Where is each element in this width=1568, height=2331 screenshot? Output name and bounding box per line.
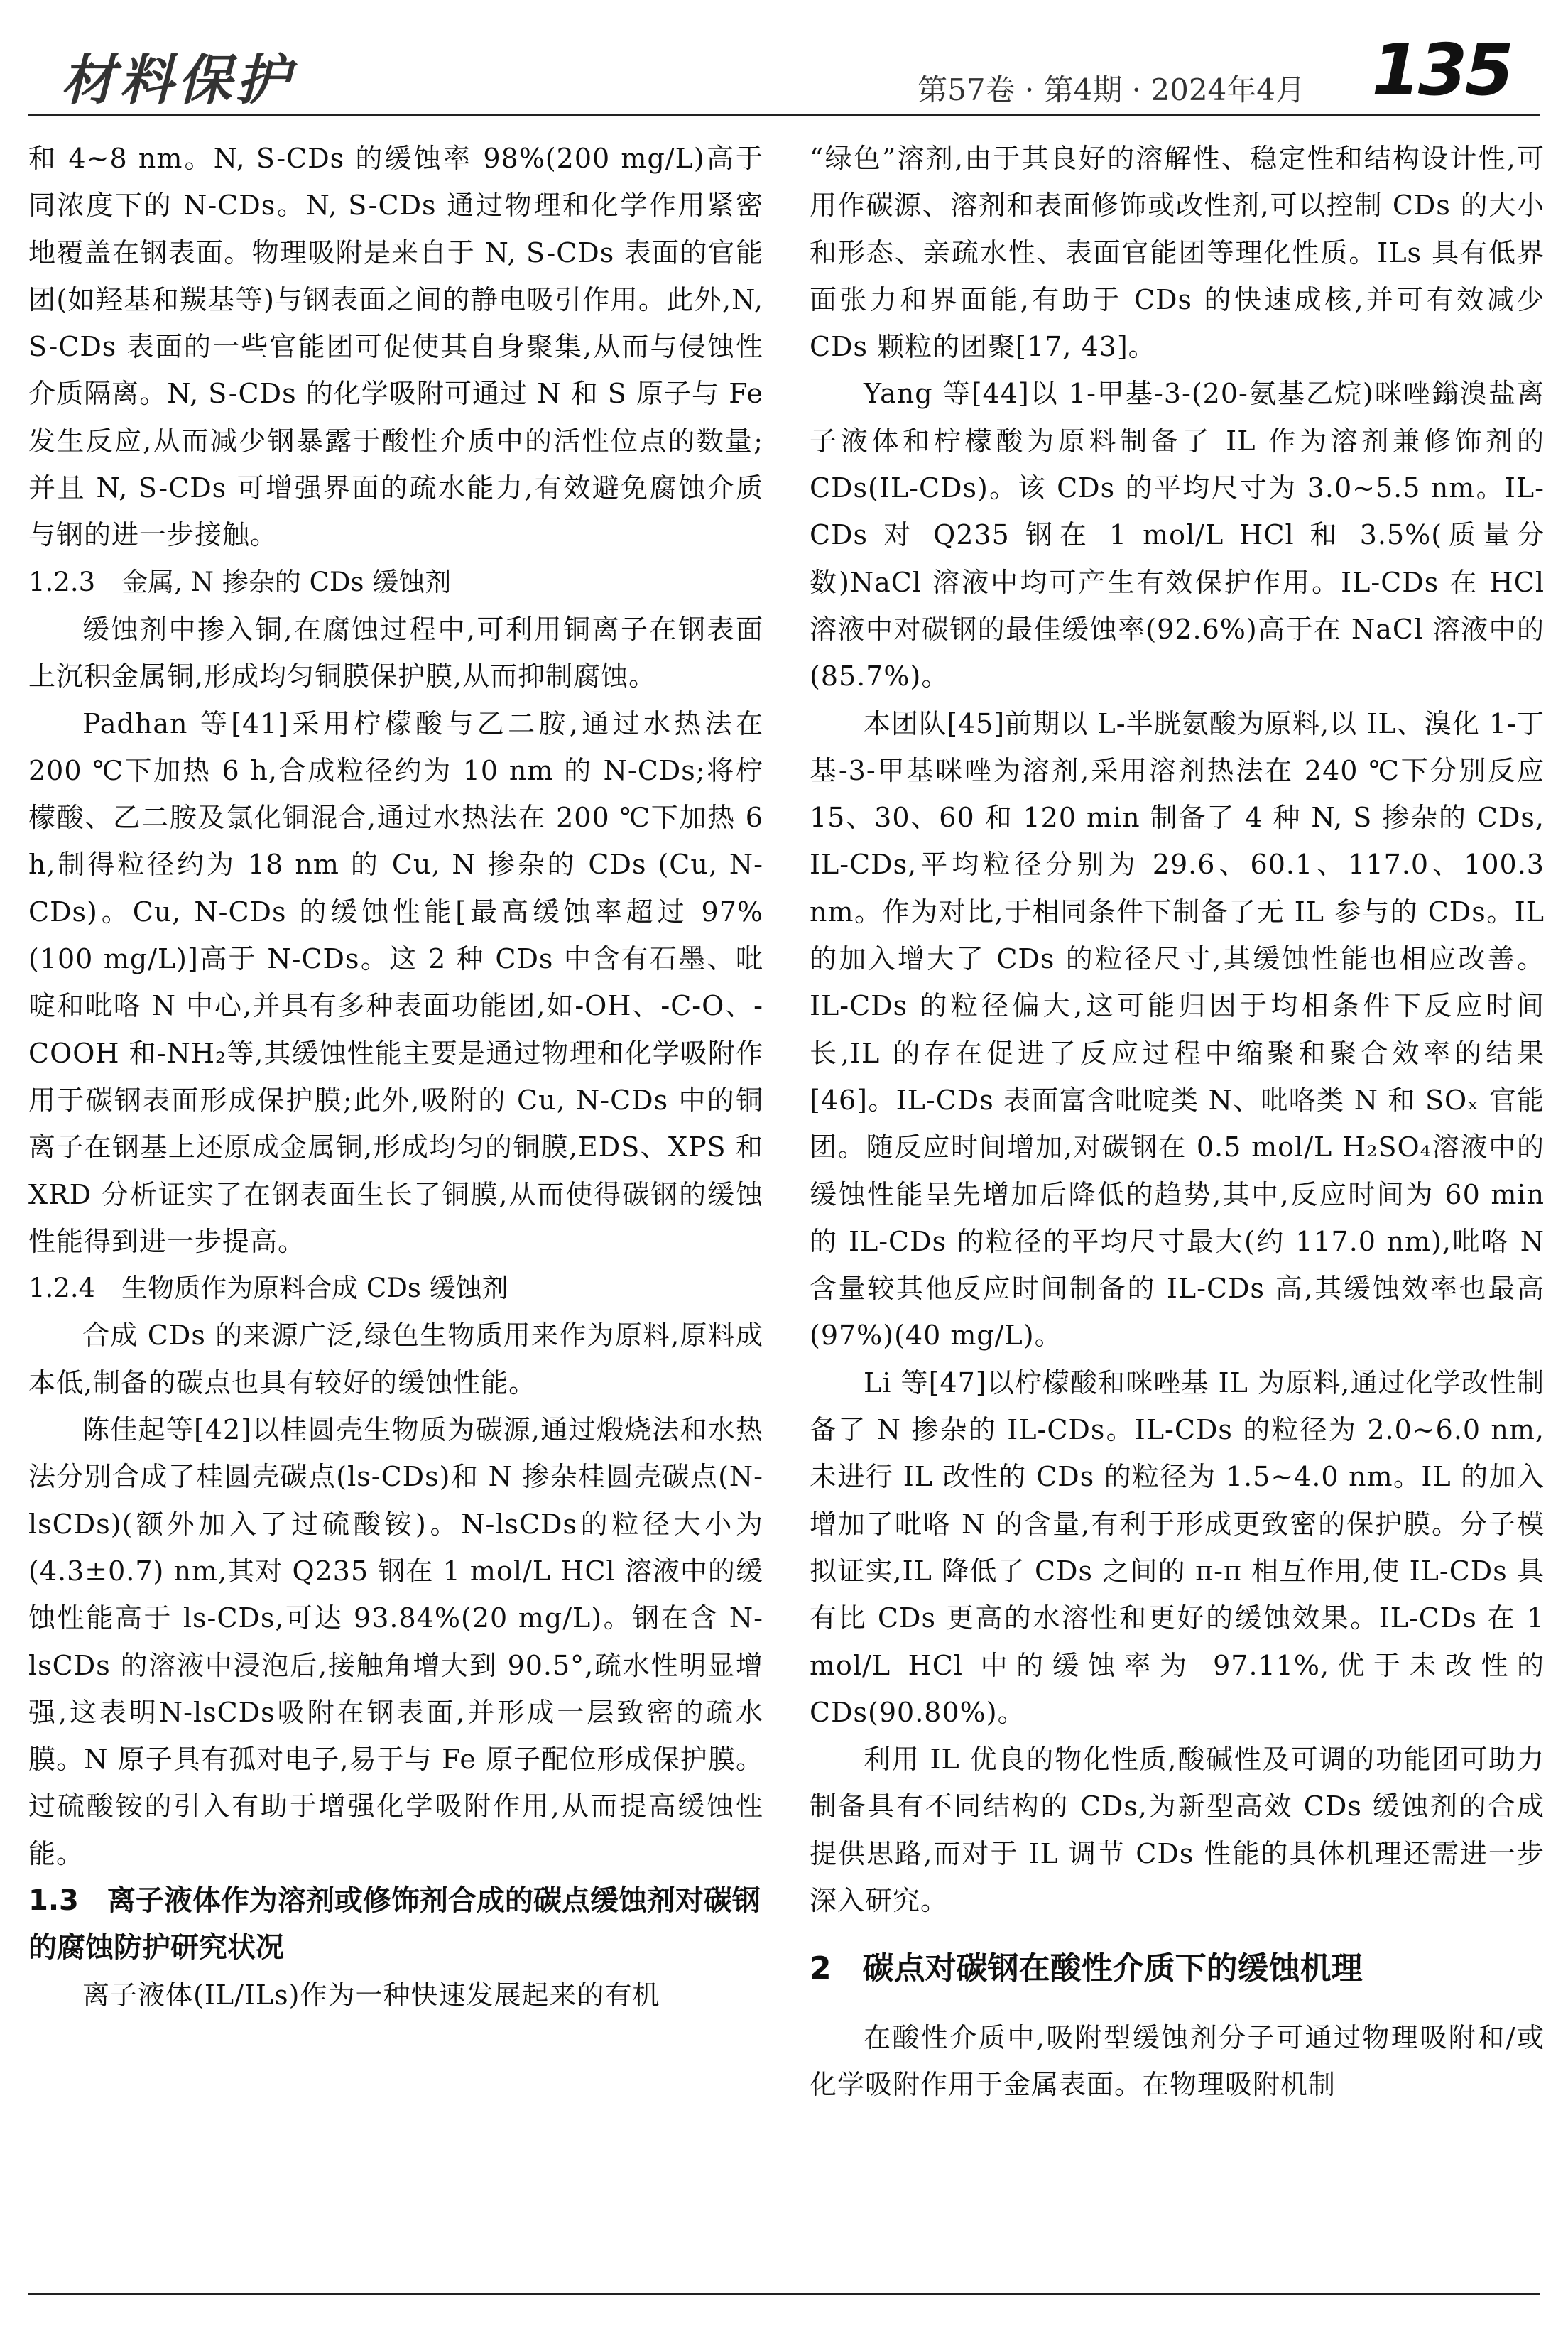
paragraph: 缓蚀剂中掺入铜,在腐蚀过程中,可利用铜离子在钢表面上沉积金属铜,形成均匀铜膜保护膜,从而抑制腐蚀。 (28, 613, 763, 692)
paragraph: Yang 等[44]以 1-甲基-3-(20-氨基乙烷)咪唑鎓溴盐离子液体和柠檬酸为原料制备了 IL 作为溶剂兼修饰剂的 CDs(IL-CDs)。该 CDs 的平均尺寸为 3.0~5.5 nm。IL-CDs 对 Q235 钢在 1 mol/L HCl 和 3.5%(质量分数)NaCl 溶液中均可产生有效保护作用。IL-CDs 在 HCl 溶液中对碳钢的最佳缓蚀率(92.6%)高于在 NaCl 溶液中的(85.7%)。 (810, 378, 1545, 692)
journal-logo: 材料保护 (61, 48, 294, 112)
paragraph: 在酸性介质中,吸附型缓蚀剂分子可通过物理吸附和/或化学吸附作用于金属表面。在物理吸附机制 (810, 2021, 1545, 2100)
paragraph: 陈佳起等[42]以桂圆壳生物质为碳源,通过煅烧法和水热法分别合成了桂圆壳碳点(ls-CDs)和 N 掺杂桂圆壳碳点(N-lsCDs)(额外加入了过硫酸铵)。N-lsCDs的粒径大小为(4.3±0.7) nm,其对 Q235 钢在 1 mol/L HCl 溶液中的缓蚀性能高于 ls-CDs,可达 93.84%(20 mg/L)。钢在含 N-lsCDs 的溶液中浸泡后,接触角增大到 90.5°,疏水性明显增强,这表明N-lsCDs吸附在钢表面,并形成一层致密的疏水膜。N 原子具有孤对电子,易于与 Fe 原子配位形成保护膜。过硫酸铵的引入有助于增强化学吸附作用,从而提高缓蚀性能。 (28, 1414, 763, 1869)
left-column (28, 135, 763, 2273)
paragraph: 本团队[45]前期以 L-半胱氨酸为原料,以 IL、溴化 1-丁基-3-甲基咪唑为溶剂,采用溶剂热法在 240 ℃下分别反应 15、30、60 和 120 min 制备了 4 种 N, S 掺杂的 CDs, IL-CDs,平均粒径分别为 29.6、60.1、117.0、100.3 nm。作为对比,于相同条件下制备了无 IL 参与的 CDs。IL 的加入增大了 CDs 的粒径尺寸,其缓蚀性能也相应改善。IL-CDs 的粒径偏大,这可能归因于均相条件下反应时间长,IL 的存在促进了反应过程中缩聚和聚合效率的结果[46]。IL-CDs 表面富含吡啶类 N、吡咯类 N 和 SOₓ 官能团。随反应时间增加,对碳钢在 0.5 mol/L H₂SO₄溶液中的缓蚀性能呈先增加后降低的趋势,其中,反应时间为 60 min 的 IL-CDs 的粒径的平均尺寸最大(约 117.0 nm),吡咯 N 含量较其他反应时间制备的 IL-CDs 高,其缓蚀效率也最高(97%)(40 mg/L)。 (810, 707, 1545, 1352)
issue-info: 第57卷 · 第4期 · 2024年4月 (918, 72, 1305, 107)
page-number: 135 (1371, 28, 1511, 112)
section-heading-1-2-3: 1.2.3 金属, N 掺杂的 CDs 缓蚀剂 (28, 566, 452, 597)
paragraph: “绿色”溶剂,由于其良好的溶解性、稳定性和结构设计性,可用作碳源、溶剂和表面修饰或改性剂,可以控制 CDs 的大小和形态、亲疏水性、表面官能团等理化性质。ILs 具有低界面张力和界面能,有助于 CDs 的快速成核,并可有效减少 CDs 颗粒的团聚[17, 43]。 (810, 143, 1545, 363)
header-rule (28, 114, 1540, 116)
paragraph: 和 4~8 nm。N, S-CDs 的缓蚀率 98%(200 mg/L)高于同浓度下的 N-CDs。N, S-CDs 通过物理和化学作用紧密地覆盖在钢表面。物理吸附是来自于 N, S-CDs 表面的官能团(如羟基和羰基等)与钢表面之间的静电吸引作用。此外,N, S-CDs 表面的一些官能团可促使其自身聚集,从而与侵蚀性介质隔离。N, S-CDs 的化学吸附可通过 N 和 S 原子与 Fe 发生反应,从而减少钢暴露于酸性介质中的活性位点的数量;并且 N, S-CDs 可增强界面的疏水能力,有效避免腐蚀介质与钢的进一步接触。 (28, 143, 763, 551)
paragraph: Li 等[47]以柠檬酸和咪唑基 IL 为原料,通过化学改性制备了 N 掺杂的 IL-CDs。IL-CDs 的粒径为 2.0~6.0 nm,未进行 IL 改性的 CDs 的粒径为 1.5~4.0 nm。IL 的加入增加了吡咯 N 的含量,有利于形成更致密的保护膜。分子模拟证实,IL 降低了 CDs 之间的 π-π 相互作用,使 IL-CDs 具有比 CDs 更高的水溶性和更好的缓蚀效果。IL-CDs 在 1 mol/L HCl 中的缓蚀率为 97.11%,优于未改性的 CDs(90.80%)。 (810, 1366, 1545, 1728)
paragraph: 利用 IL 优良的物化性质,酸碱性及可调的功能团可助力制备具有不同结构的 CDs,为新型高效 CDs 缓蚀剂的合成提供思路,而对于 IL 调节 CDs 性能的具体机理还需进一步深入研究。 (810, 1744, 1545, 1916)
right-column (810, 135, 1545, 2273)
footer-rule (28, 2293, 1540, 2295)
paragraph: 离子液体(IL/ILs)作为一种快速发展起来的有机 (82, 1979, 660, 2011)
paragraph: 合成 CDs 的来源广泛,绿色生物质用来作为原料,原料成本低,制备的碳点也具有较好的缓蚀性能。 (28, 1320, 763, 1398)
section-heading-1-3: 1.3 离子液体作为溶剂或修饰剂合成的碳点缓蚀剂对碳钢的腐蚀防护研究状况 (28, 1884, 761, 1965)
section-heading-1-2-4: 1.2.4 生物质作为原料合成 CDs 缓蚀剂 (28, 1273, 508, 1304)
page-header (28, 28, 1540, 112)
section-heading-2: 2 碳点对碳钢在酸性介质下的缓蚀机理 (810, 1950, 1363, 1987)
paragraph: Padhan 等[41]采用柠檬酸与乙二胺,通过水热法在 200 ℃下加热 6 h,合成粒径约为 10 nm 的 N-CDs;将柠檬酸、乙二胺及氯化铜混合,通过水热法在 200 ℃下加热 6 h,制得粒径约为 18 nm 的 Cu, N 掺杂的 CDs (Cu, N-CDs)。Cu, N-CDs 的缓蚀性能[最高缓蚀率超过 97%(100 mg/L)]高于 N-CDs。这 2 种 CDs 中含有石墨、吡啶和吡咯 N 中心,并具有多种表面功能团,如-OH、-C-O、-COOH 和-NH₂等,其缓蚀性能主要是通过物理和化学吸附作用于碳钢表面形成保护膜;此外,吸附的 Cu, N-CDs 中的铜离子在钢基上还原成金属铜,形成均匀的铜膜,EDS、XPS 和 XRD 分析证实了在钢表面生长了铜膜,从而使得碳钢的缓蚀性能得到进一步提高。 (28, 707, 763, 1257)
